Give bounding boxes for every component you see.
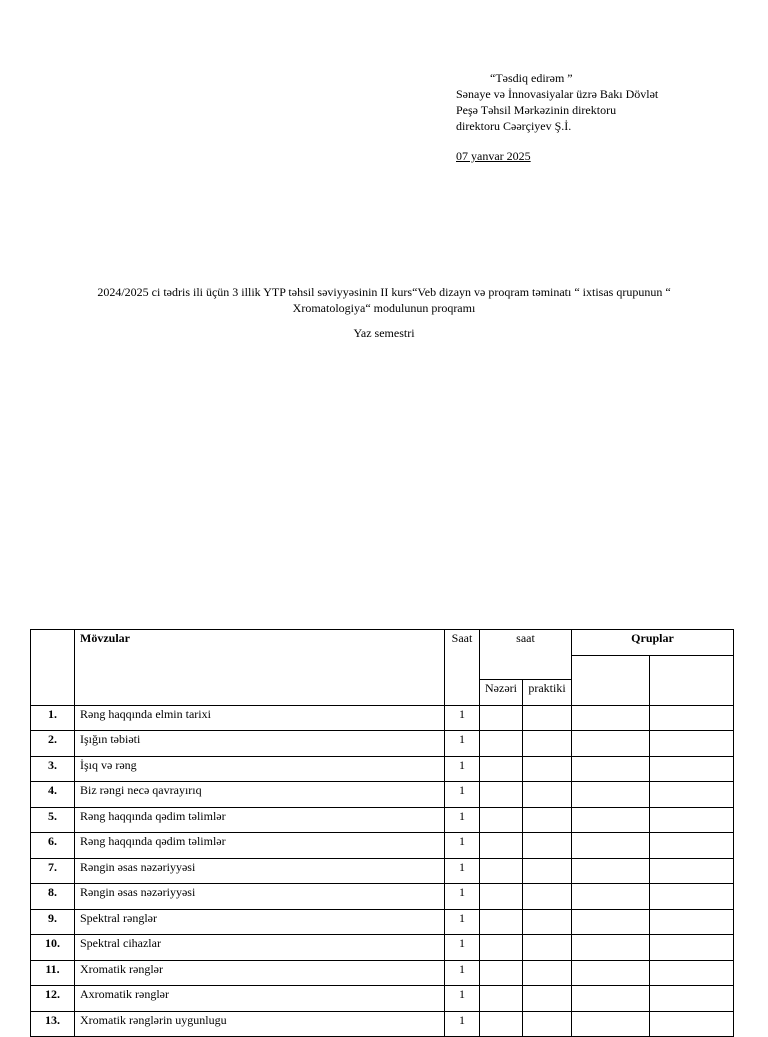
row-topic: Rəng haqqında qədim təlimlər bbox=[75, 807, 445, 833]
row-group-2 bbox=[650, 807, 734, 833]
header-group-2 bbox=[650, 656, 734, 706]
row-topic: Axromatik rənglər bbox=[75, 986, 445, 1012]
header-theory: Nəzəri bbox=[480, 680, 523, 706]
row-hours: 1 bbox=[445, 705, 480, 731]
row-group-2 bbox=[650, 986, 734, 1012]
row-practice bbox=[523, 909, 572, 935]
row-topic: İşıq və rəng bbox=[75, 756, 445, 782]
row-group-2 bbox=[650, 705, 734, 731]
row-practice bbox=[523, 731, 572, 757]
row-practice bbox=[523, 782, 572, 808]
row-practice bbox=[523, 986, 572, 1012]
row-group-1 bbox=[572, 782, 650, 808]
row-hours: 1 bbox=[445, 884, 480, 910]
table-row bbox=[31, 756, 734, 782]
row-group-1 bbox=[572, 909, 650, 935]
row-group-1 bbox=[572, 731, 650, 757]
row-number: 5. bbox=[31, 807, 75, 833]
row-hours: 1 bbox=[445, 782, 480, 808]
header-practice: praktiki bbox=[523, 680, 572, 706]
row-theory bbox=[480, 858, 523, 884]
row-topic: Rəng haqqında qədim təlimlər bbox=[75, 833, 445, 859]
header-hours-split: saat bbox=[480, 630, 572, 680]
title-line-1: 2024/2025 ci tədris ili üçün 3 illik YTP təhsil səviyyəsinin II kurs“Veb dizayn və proqram təminatı “ ixtisas qrupunun “ bbox=[97, 285, 671, 299]
row-group-1 bbox=[572, 935, 650, 961]
row-theory bbox=[480, 935, 523, 961]
header-number bbox=[31, 630, 75, 706]
row-hours: 1 bbox=[445, 731, 480, 757]
row-theory bbox=[480, 705, 523, 731]
row-hours: 1 bbox=[445, 833, 480, 859]
row-practice bbox=[523, 756, 572, 782]
table-row bbox=[31, 909, 734, 935]
row-number: 3. bbox=[31, 756, 75, 782]
row-theory bbox=[480, 884, 523, 910]
row-practice bbox=[523, 884, 572, 910]
row-topic: Spektral cihazlar bbox=[75, 935, 445, 961]
table-row bbox=[31, 960, 734, 986]
row-hours: 1 bbox=[445, 756, 480, 782]
row-number: 4. bbox=[31, 782, 75, 808]
row-group-1 bbox=[572, 833, 650, 859]
header-group-1 bbox=[572, 656, 650, 706]
document-title bbox=[60, 284, 708, 316]
table-row bbox=[31, 705, 734, 731]
row-group-2 bbox=[650, 858, 734, 884]
row-number: 13. bbox=[31, 1011, 75, 1037]
approval-date: 07 yanvar 2025 bbox=[456, 149, 531, 163]
table-row bbox=[31, 731, 734, 757]
approval-line-1: Sənaye və İnnovasiyalar üzrə Bakı Dövlət bbox=[456, 87, 659, 101]
row-group-1 bbox=[572, 960, 650, 986]
row-practice bbox=[523, 960, 572, 986]
table-row bbox=[31, 782, 734, 808]
row-hours: 1 bbox=[445, 1011, 480, 1037]
row-practice bbox=[523, 807, 572, 833]
row-group-1 bbox=[572, 858, 650, 884]
program-table bbox=[30, 629, 734, 1037]
row-number: 6. bbox=[31, 833, 75, 859]
row-topic: Rəngin əsas nəzəriyyəsi bbox=[75, 884, 445, 910]
table-row bbox=[31, 884, 734, 910]
row-practice bbox=[523, 935, 572, 961]
row-topic: Xromatik rənglərin uygunlugu bbox=[75, 1011, 445, 1037]
row-theory bbox=[480, 731, 523, 757]
row-group-2 bbox=[650, 756, 734, 782]
row-number: 10. bbox=[31, 935, 75, 961]
row-hours: 1 bbox=[445, 935, 480, 961]
row-group-1 bbox=[572, 807, 650, 833]
row-number: 2. bbox=[31, 731, 75, 757]
row-topic: Rəngin əsas nəzəriyyəsi bbox=[75, 858, 445, 884]
row-group-2 bbox=[650, 731, 734, 757]
table-row bbox=[31, 833, 734, 859]
row-group-2 bbox=[650, 960, 734, 986]
row-theory bbox=[480, 756, 523, 782]
row-theory bbox=[480, 909, 523, 935]
row-hours: 1 bbox=[445, 909, 480, 935]
table-row bbox=[31, 807, 734, 833]
row-number: 12. bbox=[31, 986, 75, 1012]
row-theory bbox=[480, 807, 523, 833]
row-theory bbox=[480, 833, 523, 859]
row-group-1 bbox=[572, 986, 650, 1012]
row-topic: Biz rəngi necə qavrayırıq bbox=[75, 782, 445, 808]
row-group-2 bbox=[650, 935, 734, 961]
row-group-2 bbox=[650, 782, 734, 808]
row-practice bbox=[523, 705, 572, 731]
title-line-2: Xromatologiya“ modulunun proqramı bbox=[292, 301, 476, 315]
approval-line-3: direktoru Cəərçiyev Ş.İ. bbox=[456, 119, 572, 133]
row-topic: Xromatik rənglər bbox=[75, 960, 445, 986]
table-row bbox=[31, 935, 734, 961]
approval-line-2: Peşə Təhsil Mərkəzinin direktoru bbox=[456, 103, 617, 117]
header-hours: Saat bbox=[445, 630, 480, 706]
row-topic: Işığın təbiəti bbox=[75, 731, 445, 757]
row-hours: 1 bbox=[445, 858, 480, 884]
row-hours: 1 bbox=[445, 960, 480, 986]
row-practice bbox=[523, 858, 572, 884]
row-group-1 bbox=[572, 705, 650, 731]
row-number: 1. bbox=[31, 705, 75, 731]
table-row bbox=[31, 858, 734, 884]
row-group-2 bbox=[650, 909, 734, 935]
row-group-1 bbox=[572, 884, 650, 910]
row-hours: 1 bbox=[445, 807, 480, 833]
row-number: 11. bbox=[31, 960, 75, 986]
row-topic: Rəng haqqında elmin tarixi bbox=[75, 705, 445, 731]
approval-quote: “Təsdiq edirəm ” bbox=[490, 71, 573, 85]
row-group-2 bbox=[650, 884, 734, 910]
row-hours: 1 bbox=[445, 986, 480, 1012]
semester-label: Yaz semestri bbox=[353, 326, 415, 340]
header-groups: Qruplar bbox=[572, 630, 734, 656]
row-theory bbox=[480, 986, 523, 1012]
row-number: 9. bbox=[31, 909, 75, 935]
row-theory bbox=[480, 782, 523, 808]
row-topic: Spektral rənglər bbox=[75, 909, 445, 935]
row-practice bbox=[523, 833, 572, 859]
approval-block bbox=[456, 70, 756, 164]
header-topics: Mövzular bbox=[75, 630, 445, 706]
row-group-1 bbox=[572, 756, 650, 782]
table-row bbox=[31, 986, 734, 1012]
row-group-2 bbox=[650, 833, 734, 859]
row-number: 8. bbox=[31, 884, 75, 910]
row-theory bbox=[480, 960, 523, 986]
row-number: 7. bbox=[31, 858, 75, 884]
